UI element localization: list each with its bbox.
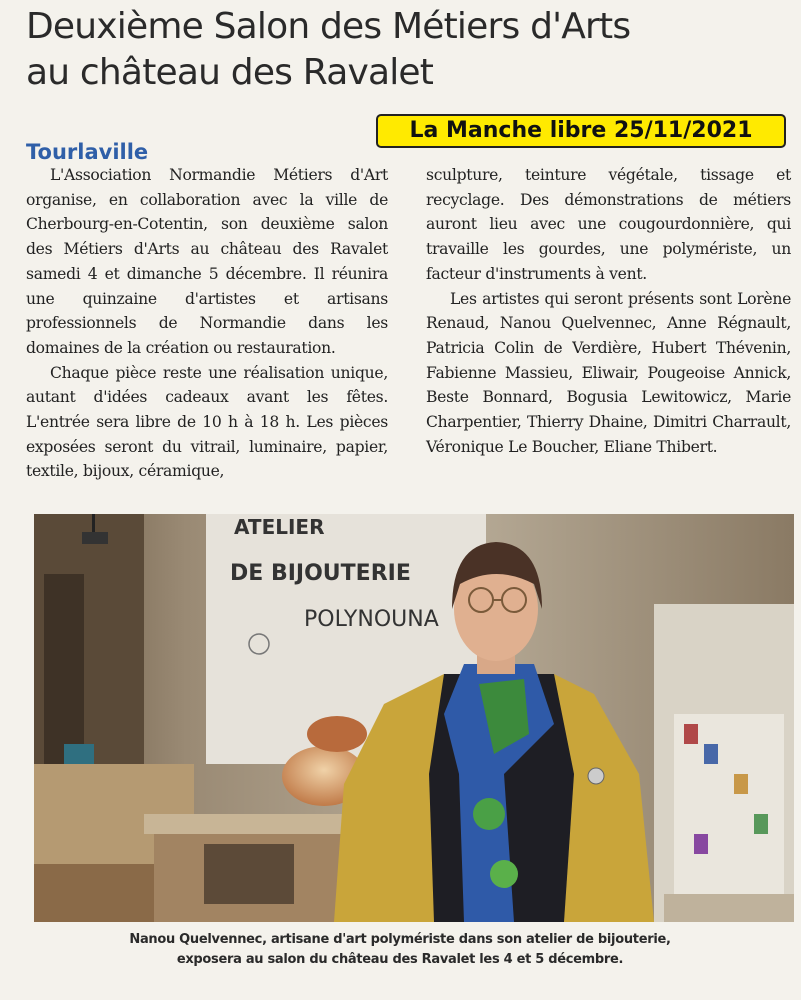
location-label: Tourlaville	[26, 140, 149, 164]
headline-line-2: au château des Ravalet	[26, 52, 434, 93]
article-photo	[34, 514, 794, 922]
sign-text-polynouna: POLYNOUNA	[304, 607, 439, 632]
photo-illustration	[34, 514, 794, 922]
paragraph-demonstrations: sculpture, teinture végétale, tissage et recyclage. Des démonstrations de métiers auront lieu avec une cougourdonnière, qui travaille les gourdes, une polymériste, un facteur d'instruments à vent.	[426, 166, 791, 283]
sign-text-bijouterie: DE BIJOUTERIE	[230, 561, 411, 586]
headline-line-1: Deuxième Salon des Métiers d'Arts	[26, 6, 631, 47]
sign-text-atelier: ATELIER	[234, 515, 325, 539]
caption-line-2: exposera au salon du château des Ravalet les 4 et 5 décembre.	[176, 952, 624, 967]
source-badge: La Manche libre 25/11/2021	[376, 114, 786, 148]
article-column-left	[26, 163, 388, 484]
paragraph-artists: Les artistes qui seront présents sont Lorène Renaud, Nanou Quelvennec, Anne Régnault, Patricia Colin de Verdière, Hubert Thévenin, Fabienne Massieu, Eliwair, Pougeoise Annick, Beste Bonnard, Bogusia Lewitowicz, Marie Charpentier, Thierry Dhaine, Dimitri Charrault, Véronique Le Boucher, Eliane Thibert.	[426, 289, 791, 456]
article-column-right	[426, 163, 791, 459]
paragraph-intro: L'Association Normandie Métiers d'Art organise, en collaboration avec la ville de Cherbourg-en-Cotentin, son deuxième salon des Métiers d'Arts au château des Ravalet samedi 4 et dimanche 5 décembre. Il réunira une quinzaine d'artistes et artisans professionnels de Normandie dans les domaines de la création ou restauration.	[26, 166, 388, 357]
photo-caption	[20, 930, 780, 970]
headline	[26, 4, 786, 96]
caption-line-1: Nanou Quelvennec, artisane d'art polymériste dans son atelier de bijouterie,	[129, 932, 671, 947]
paragraph-pieces: Chaque pièce reste une réalisation unique, autant d'idées cadeaux avant les fêtes. L'entrée sera libre de 10 h à 18 h. Les pièces exposées seront du vitrail, luminaire, papier, textile, bijoux, céramique,	[26, 363, 388, 481]
